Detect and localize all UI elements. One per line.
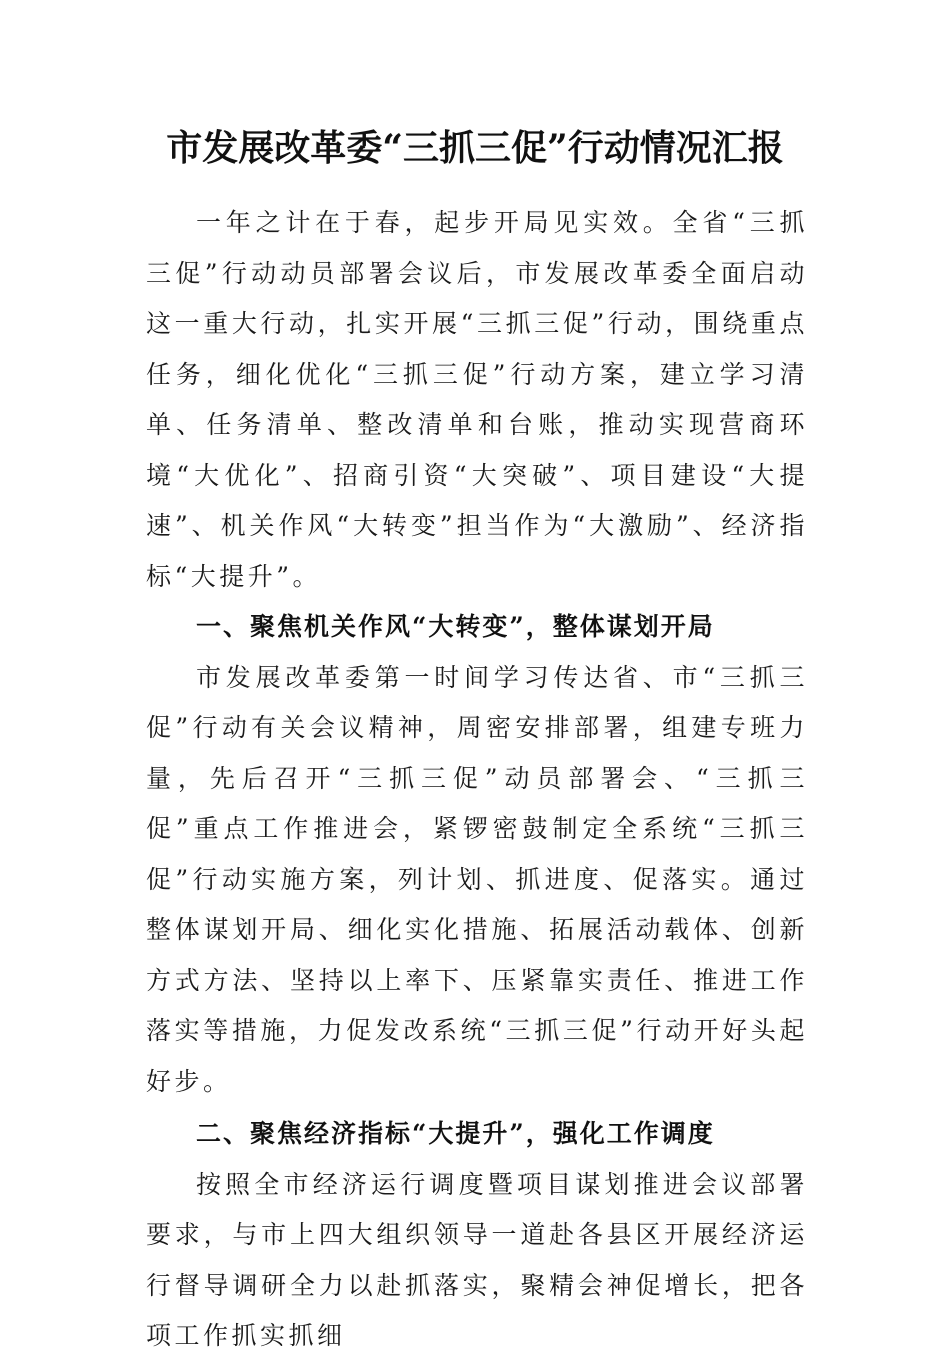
section-heading-1: 一、聚焦机关作风“大转变”，整体谋划开局 (196, 612, 715, 641)
section-body-1: 市发展改革委第一时间学习传达省、市“三抓三促”行动有关会议精神，周密安排部署，组建专班力量，先后召开“三抓三促”动员部署会、“三抓三促”重点工作推进会，紧锣密鼓制定全系统“三抓三促”行动实施方案，列计划、抓进度、促落实。通过整体谋划开局、细化实化措施、拓展活动载体、创新方式方法、坚持以上率下、压紧靠实责任、推进工作落实等措施，力促发改系统“三抓三促”行动开好头起好步。 (146, 662, 808, 1096)
document-title: 市发展改革委“三抓三促”行动情况汇报 (166, 127, 784, 169)
intro-paragraph: 一年之计在于春，起步开局见实效。全省“三抓三促”行动动员部署会议后，市发展改革委全面启动这一重大行动，扎实开展“三抓三促”行动，围绕重点任务，细化优化“三抓三促”行动方案，建立学习清单、任务清单、整改清单和台账，推动实现营商环境“大优化”、招商引资“大突破”、项目建设“大提速”、机关作风“大转变”担当作为“大激励”、经济指标“大提升”。 (146, 208, 808, 591)
section-heading-2: 二、聚焦经济指标“大提升”，强化工作调度 (196, 1119, 715, 1148)
section-body-2: 按照全市经济运行调度暨项目谋划推进会议部署要求，与市上四大组织领导一道赴各县区开展经济运行督导调研全力以赴抓落实，聚精会神促增长，把各项工作抓实抓细 (146, 1169, 808, 1350)
document-body (146, 198, 808, 1362)
